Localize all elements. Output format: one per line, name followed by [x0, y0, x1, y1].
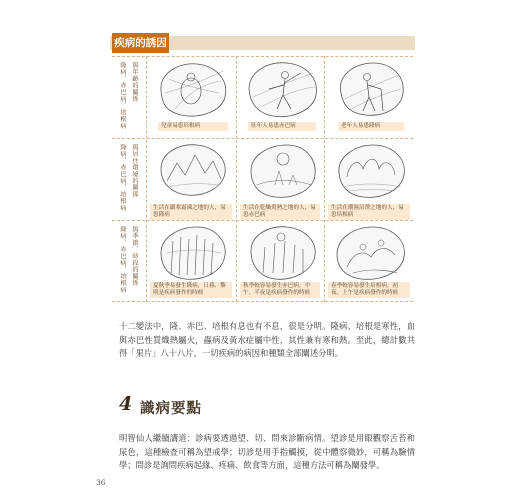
row-label — [112, 138, 146, 220]
body-paragraph: 十二變法中，隆、赤巴、培根有息也有不息，很是分明。隆病、培根是寒性，血與赤巴性質熾熱屬火，蟲病及黃水症屬中性，其性兼有寒和熱。至此，總計數共得「果片」八十八片，一切疾病的病因和種類全部闡述分明。 — [119, 321, 415, 358]
leaf-cold-land-illustration — [155, 141, 231, 201]
illustration-grid — [112, 56, 413, 302]
leaf-autumn-illustration — [245, 223, 321, 283]
illustration-cell — [146, 220, 236, 302]
cell-caption: 壯年人易患赤巴病 — [248, 122, 316, 131]
cell-caption: 秋季較容易發生赤巴病，中午、半夜是疾病發作的時候 — [240, 282, 320, 298]
illustration-cell — [146, 138, 236, 220]
page-number: 36 — [96, 478, 106, 487]
cell-caption: 生活在乾燥炎熱之地的人，易患赤巴病 — [240, 204, 320, 220]
illustration-cell — [146, 56, 236, 138]
illustration-cell — [236, 138, 324, 220]
row-label-diseases: 隆病、赤巴病、培根病 — [119, 62, 126, 129]
leaf-child-illustration — [155, 59, 231, 119]
section-title: 識病要點 — [140, 400, 202, 417]
cell-caption: 春季較容易發生培根病，初夜、上午是疾病發作的時候 — [328, 282, 410, 298]
row-label-relation: 與季節、時段的關係 — [131, 226, 138, 287]
leaf-wet-land-illustration — [333, 141, 409, 201]
leaf-hot-land-illustration — [245, 141, 321, 201]
leaf-summer-illustration — [155, 223, 231, 283]
illustration-cell — [236, 56, 324, 138]
row-label — [112, 56, 146, 138]
row-label-relation: 與居住環境的關係 — [131, 144, 138, 198]
leaf-adult-illustration — [245, 59, 321, 119]
body-paragraph: 明智仙人繼續講道：診病要透過望、切、問來診斷病情。望診是用眼觀察舌苔和尿色，這種檢查可稱為望戒學；切診是用手指觸摸，從中體察微妙，可稱為驗情學；問診是詢問疾病起緣、疼痛、飲食等方面，這種方法可稱為闡發學。 — [119, 433, 415, 470]
row-label — [112, 220, 146, 302]
cell-caption: 生活在嚴寒霜凍之地的人，易患隆病 — [150, 204, 232, 220]
section-header-tag: 疾病的誘因 — [112, 33, 169, 53]
row-label-relation: 與年齡的關係 — [131, 62, 138, 103]
cell-caption: 兒童易患培根病 — [158, 122, 228, 131]
illustration-cell — [236, 220, 324, 302]
illustration-cell — [324, 56, 413, 138]
leaf-elder-illustration — [333, 59, 409, 119]
cell-caption: 老年人易患隆病 — [338, 122, 404, 131]
section-number: 4 — [119, 393, 133, 415]
cell-caption: 夏秋季易發生隆病，日暮、黎明是疾病發作的時候 — [150, 282, 232, 298]
cell-caption: 生活在潮濕沼澤之地的人，易患培根病 — [328, 204, 410, 220]
leaf-spring-illustration — [333, 223, 409, 283]
row-label-diseases: 隆病、赤巴病、培根病 — [119, 226, 126, 293]
row-label-diseases: 隆病、赤巴病、培根病 — [119, 144, 126, 211]
illustration-cell — [324, 138, 413, 220]
illustration-cell — [324, 220, 413, 302]
